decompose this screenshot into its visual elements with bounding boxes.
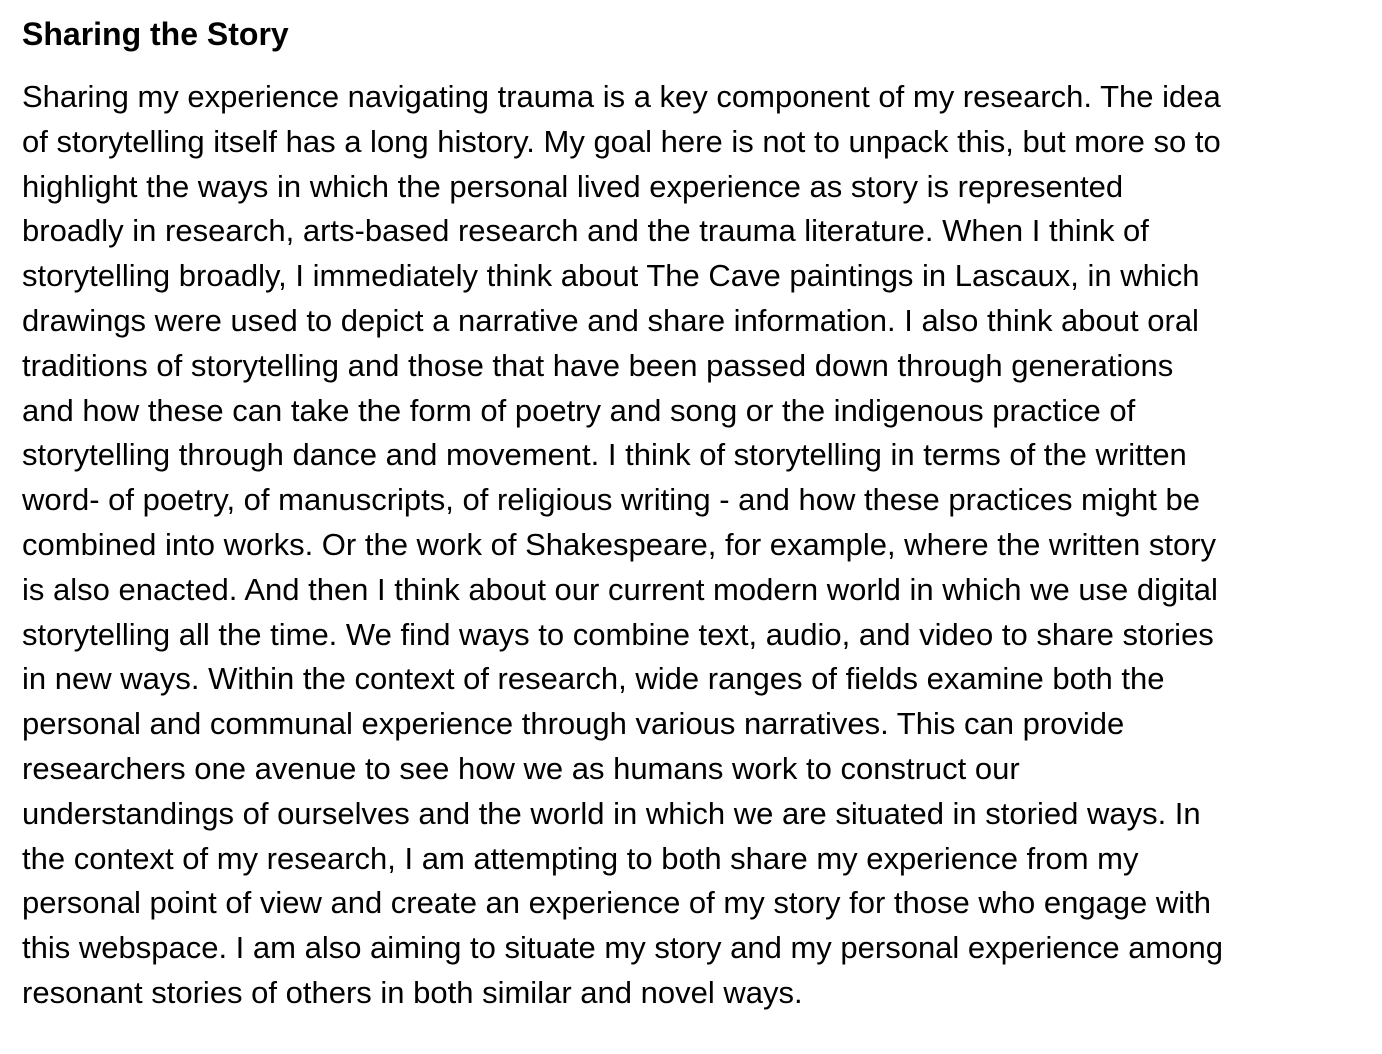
paragraph-line: of storytelling itself has a long history. My goal here is not to unpack this, but more so to	[22, 123, 1221, 159]
paragraph-line: in new ways. Within the context of research, wide ranges of fields examine both the	[22, 661, 1165, 697]
paragraph-line: Sharing my experience navigating trauma is a key component of my research. The idea	[22, 79, 1221, 114]
paragraph-line: and how these can take the form of poetry and song or the indigenous practice of	[22, 392, 1136, 428]
paragraph-line: is also enacted. And then I think about our current modern world in which we use digital	[22, 571, 1218, 607]
paragraph-line: this webspace. I am also aiming to situate my story and my personal experience among	[22, 930, 1223, 966]
paragraph-line: word- of poetry, of manuscripts, of religious writing - and how these practices might be	[22, 482, 1200, 518]
paragraph-line: drawings were used to depict a narrative and share information. I also think about oral	[22, 302, 1199, 338]
paragraph-line: storytelling through dance and movement. I think of storytelling in terms of the written	[22, 437, 1187, 473]
paragraph-line: highlight the ways in which the personal lived experience as story is represented	[22, 168, 1124, 204]
paragraph-line: broadly in research, arts-based research and the trauma literature. When I think of	[22, 213, 1149, 249]
paragraph-line: traditions of storytelling and those that have been passed down through generations	[22, 347, 1174, 383]
section-heading: Sharing the Story	[22, 16, 289, 52]
paragraph-line: understandings of ourselves and the world in which we are situated in storied ways. In	[22, 795, 1201, 831]
paragraph-line: storytelling all the time. We find ways to combine text, audio, and video to share stories	[22, 616, 1214, 652]
body-paragraph	[22, 75, 1360, 1016]
paragraph-line: storytelling broadly, I immediately think about The Cave paintings in Lascaux, in which	[22, 258, 1200, 294]
paragraph-line: personal point of view and create an experience of my story for those who engage with	[22, 885, 1212, 921]
paragraph-line: personal and communal experience through various narratives. This can provide	[22, 706, 1125, 742]
paragraph-line: combined into works. Or the work of Shakespeare, for example, where the written story	[22, 526, 1217, 562]
paragraph-line: the context of my research, I am attempting to both share my experience from my	[22, 840, 1139, 876]
paragraph-line: resonant stories of others in both similar and novel ways.	[22, 974, 803, 1010]
paragraph-line: researchers one avenue to see how we as humans work to construct our	[22, 750, 1020, 786]
